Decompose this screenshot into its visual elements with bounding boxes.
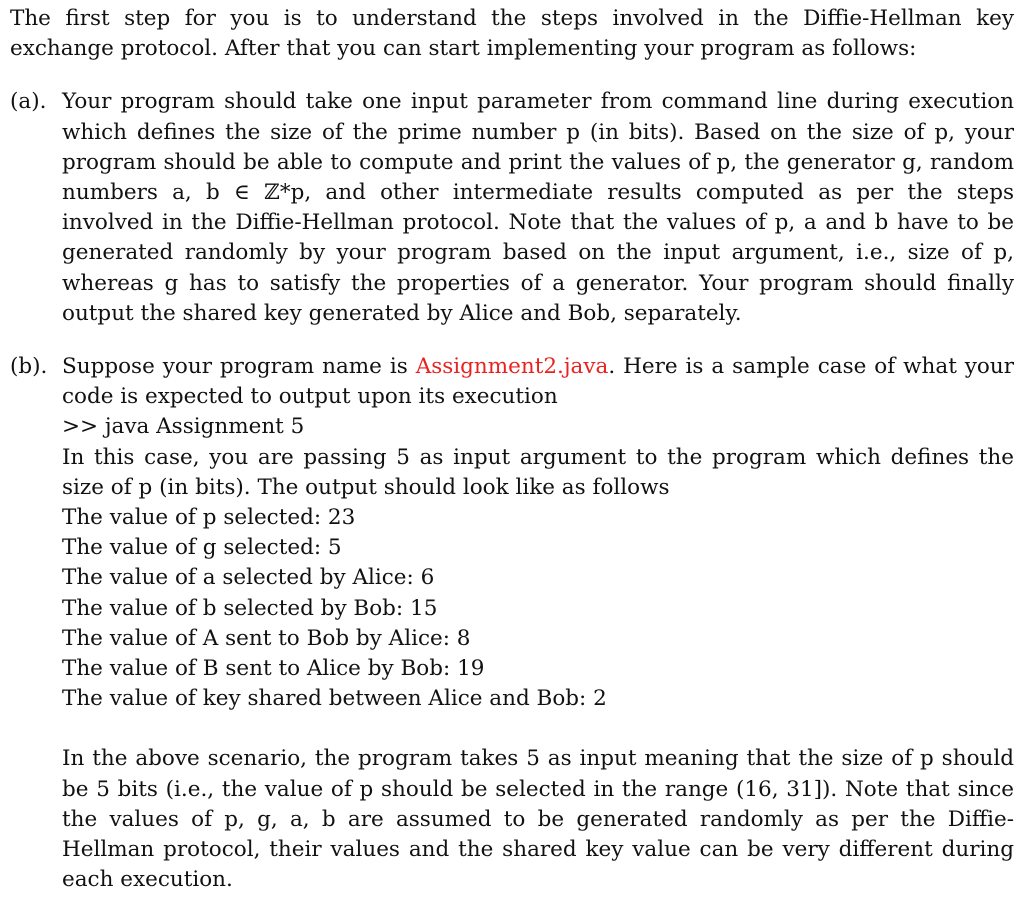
closing-paragraph: In the above scenario, the program takes 5 as input meaning that the size of p should be 5 bits (i.e., the value of p should be selected in the range (16, 31]). Note that since the values of p, g, a, b are assumed to be generated randomly as per the Diffie-Hellman protocol, their values and the shared key value can be very different during each execution. <box>62 746 1014 893</box>
part-a-label: (a). <box>10 89 47 115</box>
intro-paragraph: The first step for you is to understand the steps involved in the Diffie-Hellman key exchange protocol. After that you can start implementing your program as follows: <box>10 6 1014 62</box>
output-line: The value of A sent to Bob by Alice: 8 <box>62 625 471 651</box>
command-line: >> java Assignment 5 <box>62 414 305 440</box>
program-name: Assignment2.java <box>415 354 609 380</box>
part-b-intro-after: . Here is a sample case of what your code is expected to output upon its execution <box>62 354 1014 410</box>
output-line: The value of g selected: 5 <box>62 535 342 561</box>
output-line: The value of b selected by Bob: 15 <box>62 595 438 621</box>
output-line: The value of p selected: 23 <box>62 505 356 531</box>
output-line: The value of a selected by Alice: 6 <box>62 565 435 591</box>
part-b-explain: In this case, you are passing 5 as input argument to the program which defines the size of p (in bits). The output should look like as follows <box>62 444 1014 500</box>
part-b-label: (b). <box>10 354 48 380</box>
part-b-intro-before: Suppose your program name is <box>62 354 416 380</box>
spacer <box>62 714 1014 744</box>
part-b-body <box>62 352 1014 895</box>
part-b-intro <box>62 352 1014 412</box>
output-line: The value of B sent to Alice by Bob: 19 <box>62 656 485 682</box>
output-line: The value of key shared between Alice and Bob: 2 <box>62 686 607 712</box>
part-a <box>10 87 1014 329</box>
document-page <box>10 4 1014 918</box>
part-a-text: Your program should take one input parameter from command line during execution which defines the size of the prime number p (in bits). Based on the size of p, your program should be able to compute and print the values of p, the generator g, random numbers a, b ∈ ℤ*p, and other intermediate results computed as per the steps involved in the Diffie-Hellman protocol. Note that the values of p, a and b have to be generated randomly by your program based on the input argument, i.e., size of p, whereas g has to satisfy the properties of a generator. Your program should finally output the shared key generated by Alice and Bob, separately. <box>62 89 1014 326</box>
part-a-body <box>62 87 1014 329</box>
part-b <box>10 352 1014 895</box>
